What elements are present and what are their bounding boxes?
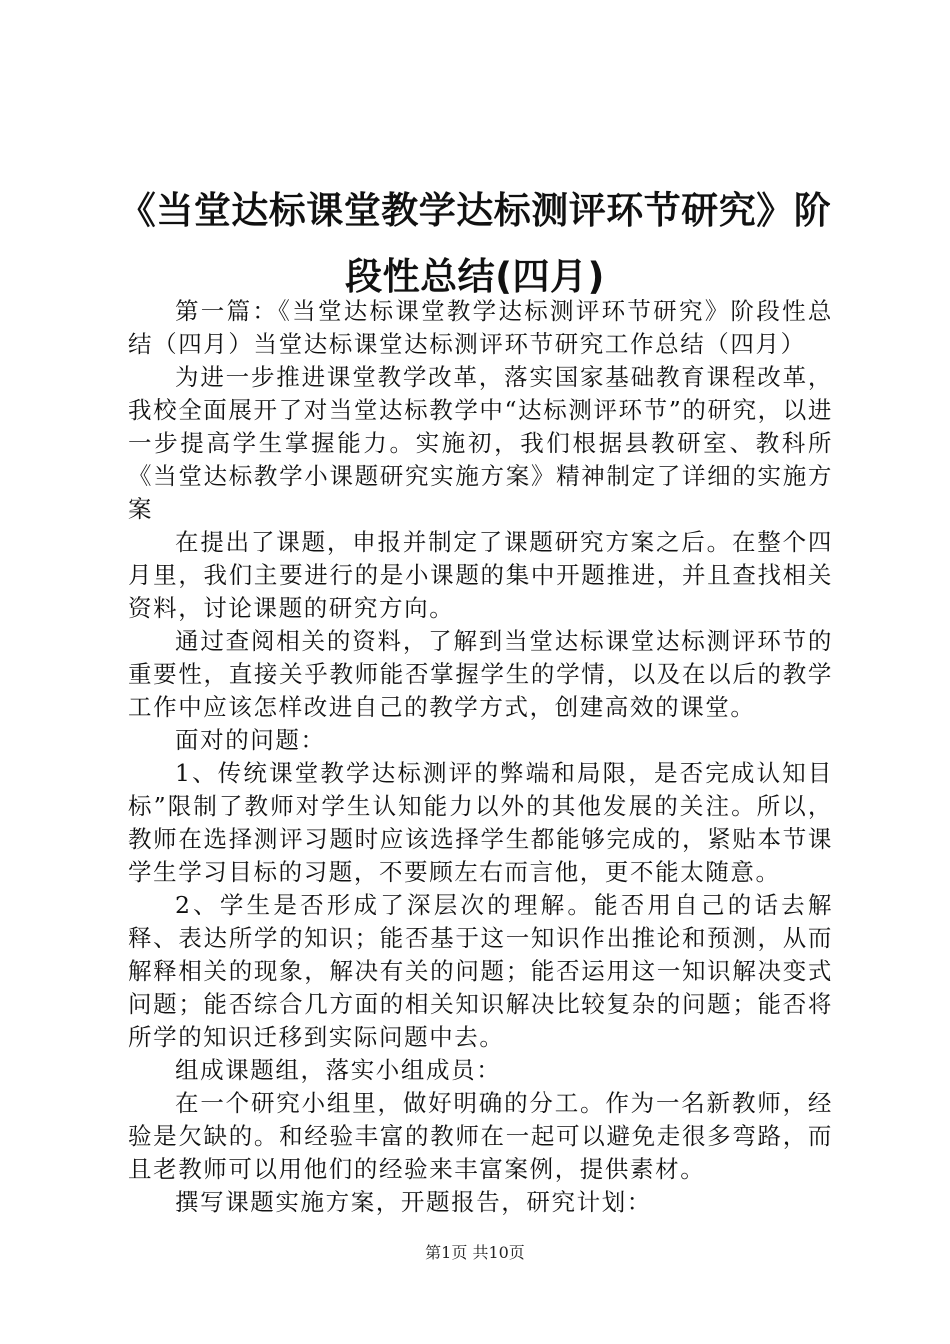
- paragraph: 第一篇：《当堂达标课堂教学达标测评环节研究》阶段性总结（四月）当堂达标课堂达标测评环节研究工作总结（四月）: [128, 297, 833, 358]
- document-title: 《当堂达标课堂教学达标测评环节研究》阶段性总结(四月): [118, 189, 832, 298]
- paragraph: 1、传统课堂教学达标测评的弊端和局限，是否完成认知目标”限制了教师对学生认知能力以外的其他发展的关注。所以，教师在选择测评习题时应该选择学生都能够完成的，紧贴本节课学生学习目标的习题，不要顾左右而言他，更不能太随意。: [128, 759, 833, 886]
- paragraph: 在一个研究小组里，做好明确的分工。作为一名新教师，经验是欠缺的。和经验丰富的教师在一起可以避免走很多弯路，而且老教师可以用他们的经验来丰富案例，提供素材。: [128, 1089, 833, 1183]
- paragraph: 面对的问题：: [175, 726, 326, 754]
- page-footer: 第1页 共10页: [425, 1243, 525, 1262]
- paragraph: 为进一步推进课堂教学改革，落实国家基础教育课程改革，我校全面展开了对当堂达标教学中“达标测评环节”的研究，以进一步提高学生掌握能力。实施初，我们根据县教研室、教科所《当堂达标教学小课题研究实施方案》精神制定了详细的实施方案: [128, 363, 833, 523]
- paragraph: 2、学生是否形成了深层次的理解。能否用自己的话去解释、表达所学的知识；能否基于这一知识作出推论和预测，从而解释相关的现象，解决有关的问题；能否运用这一知识解决变式问题；能否综合几方面的相关知识解决比较复杂的问题；能否将所学的知识迁移到实际问题中去。: [128, 891, 833, 1051]
- paragraph: 撰写课题实施方案，开题报告，研究计划：: [175, 1188, 652, 1216]
- paragraph: 组成课题组，落实小组成员：: [175, 1056, 502, 1084]
- document-body: [128, 295, 833, 1219]
- paragraph: 在提出了课题，申报并制定了课题研究方案之后。在整个四月里，我们主要进行的是小课题的集中开题推进，并且查找相关资料，讨论课题的研究方向。: [128, 528, 833, 622]
- paragraph: 通过查阅相关的资料，了解到当堂达标课堂达标测评环节的重要性，直接关乎教师能否掌握学生的学情，以及在以后的教学工作中应该怎样改进自己的教学方式，创建高效的课堂。: [128, 627, 833, 721]
